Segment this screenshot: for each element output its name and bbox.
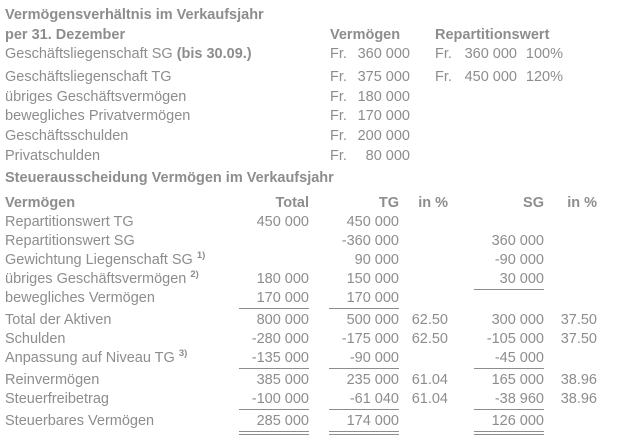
table-row	[0, 412, 619, 432]
sg-value: 300 000	[491, 311, 544, 328]
repartitionswert-cell	[435, 88, 517, 108]
sg-percent-value	[544, 251, 597, 270]
table-row	[0, 232, 619, 251]
tg-value: 170 000	[309, 289, 399, 309]
header-vermoegen: Vermögen	[330, 27, 401, 43]
header-repartitionswert: Repartitionswert	[435, 27, 550, 43]
header-sg: SG	[523, 194, 544, 211]
repartitionswert-cell	[435, 68, 517, 88]
header-total: Total	[275, 194, 309, 211]
spacer	[410, 88, 435, 108]
row-label: übriges Geschäftsvermögen	[5, 88, 187, 105]
table-row	[0, 88, 619, 108]
tg-value: -175 000	[341, 330, 399, 347]
currency-prefix: Fr.	[330, 88, 347, 105]
total-value: -135 000	[237, 349, 309, 369]
table-row	[0, 107, 619, 127]
row-label: übriges Geschäftsvermögen $^{2)}$	[5, 268, 199, 287]
vermoegen-cell	[330, 147, 410, 167]
sg-percent-value	[544, 270, 597, 289]
header-tg: TG	[378, 194, 399, 211]
tg-percent-value: 61.04	[411, 371, 448, 388]
sg-value	[448, 289, 544, 309]
tg-percent-value	[399, 232, 448, 251]
table-row	[0, 68, 619, 88]
vermoegen-value: 360 000	[357, 46, 410, 62]
table-row	[0, 330, 619, 349]
row-label: Schulden	[5, 330, 66, 347]
sg-percent-value	[544, 232, 597, 251]
total-value: 450 000	[256, 213, 309, 230]
sg-percent-value	[544, 213, 597, 232]
table-row	[0, 311, 619, 330]
footnote-marker: 1)	[196, 249, 206, 261]
sg-percent-value: 38.96	[560, 390, 597, 407]
sg-percent-value	[544, 412, 597, 432]
header-tg-percent: in %	[418, 194, 448, 211]
tg-value: 450 000	[346, 213, 399, 230]
vermoegen-cell	[330, 88, 410, 108]
table-row	[0, 45, 619, 65]
row-label: Anpassung auf Niveau TG $^{3)}$	[5, 347, 188, 366]
tg-percent-value	[399, 412, 448, 432]
total-value: 800 000	[256, 311, 309, 328]
percent-value	[517, 127, 563, 147]
sg-percent-value	[544, 289, 597, 309]
header-vermoegen: Vermögen	[5, 194, 76, 211]
row-label: Gewichtung Liegenschaft SG $^{1)}$	[5, 249, 206, 268]
sg-value: 360 000	[491, 232, 544, 249]
section2-title: Steuerausscheidung Vermögen im Verkaufsjahr	[5, 169, 334, 186]
header-sg-percent: in %	[567, 194, 597, 211]
table-row	[0, 390, 619, 410]
sg-value: 30 000	[499, 270, 544, 287]
spacer	[410, 107, 435, 127]
total-value: 180 000	[256, 270, 309, 287]
repartitionswert-value: 450 000	[464, 68, 517, 85]
total-value	[237, 251, 309, 270]
sg-value: 165 000	[491, 371, 544, 388]
sg-percent-value	[544, 349, 597, 369]
percent-value	[517, 107, 563, 127]
vermoegen-cell	[330, 45, 410, 65]
repartitionswert-cell	[435, 147, 517, 167]
percent-value: 100%	[525, 46, 563, 62]
tg-percent-value	[399, 289, 448, 309]
percent-value	[517, 88, 563, 108]
tg-percent-value	[399, 251, 448, 270]
repartitionswert-cell	[435, 127, 517, 147]
table-row	[0, 213, 619, 232]
tg-percent-value	[399, 349, 448, 369]
tg-value: 235 000	[346, 371, 399, 388]
sg-value: 126 000	[448, 412, 544, 432]
percent-value: 120%	[525, 68, 563, 85]
row-label: bewegliches Vermögen	[5, 289, 155, 306]
spacer	[410, 68, 435, 88]
footnote-marker: 2)	[190, 268, 199, 280]
total-value: -100 000	[237, 390, 309, 410]
row-label: Steuerfreibetrag	[5, 390, 109, 407]
sg-percent-value: 37.50	[560, 311, 597, 328]
row-label: Total der Aktiven	[5, 311, 112, 328]
footnote-marker: 3)	[178, 347, 188, 359]
repartitionswert-value: 360 000	[464, 46, 517, 62]
row-label-bold: (bis 30.09.)	[176, 46, 252, 62]
total-value	[237, 232, 309, 251]
row-label: Steuerbares Vermögen	[5, 412, 155, 429]
repartitionswert-cell	[435, 45, 517, 65]
tg-percent-value	[399, 270, 448, 289]
tg-percent-value: 61.04	[411, 390, 448, 407]
section2-header-row	[0, 194, 619, 213]
sg-value: -105 000	[486, 330, 544, 347]
currency-prefix: Fr.	[330, 128, 347, 145]
table-row	[0, 251, 619, 270]
currency-prefix: Fr.	[330, 46, 347, 62]
section-steuerausscheidung	[0, 168, 619, 432]
section-vermoegensverhaeltnis	[0, 0, 619, 167]
currency-prefix: Fr.	[330, 147, 347, 164]
spacer	[410, 147, 435, 167]
spacer	[410, 127, 435, 147]
vermoegen-value: 375 000	[357, 68, 410, 85]
percent-value	[517, 147, 563, 167]
spacer	[410, 45, 435, 65]
tg-percent-value: 62.50	[411, 311, 448, 328]
vermoegen-cell	[330, 107, 410, 127]
row-label: Privatschulden	[5, 147, 101, 164]
tg-value: -90 000	[309, 349, 399, 369]
sg-percent-value: 38.96	[560, 371, 597, 388]
currency-prefix: Fr.	[435, 68, 452, 85]
tg-value: 90 000	[354, 251, 399, 268]
total-value: 285 000	[237, 412, 309, 432]
repartitionswert-cell	[435, 107, 517, 127]
row-label: Reinvermögen	[5, 371, 100, 388]
vermoegen-value: 170 000	[357, 108, 410, 125]
sg-percent-value: 37.50	[560, 330, 597, 347]
sg-value: -90 000	[494, 251, 544, 268]
tg-value: -61 040	[309, 390, 399, 410]
sg-value	[448, 213, 544, 232]
tg-value: 174 000	[309, 412, 399, 432]
table-row	[0, 147, 619, 167]
table-row	[0, 127, 619, 147]
sg-value: -38 960	[448, 390, 544, 410]
vermoegen-value: 180 000	[357, 88, 410, 105]
tg-value: -360 000	[341, 232, 399, 249]
vermoegen-value: 80 000	[365, 147, 410, 164]
section1-subtitle: per 31. Dezember	[5, 27, 126, 43]
row-label: Geschäftsliegenschaft SG (bis 30.09.)	[5, 46, 252, 62]
tg-percent-value: 62.50	[411, 330, 448, 347]
row-label: Repartitionswert TG	[5, 213, 134, 230]
row-label: Repartitionswert SG	[5, 232, 135, 249]
vermoegen-cell	[330, 127, 410, 147]
sg-value: -45 000	[448, 349, 544, 369]
row-label: bewegliches Privatvermögen	[5, 108, 191, 125]
total-value: -280 000	[251, 330, 309, 347]
currency-prefix: Fr.	[435, 46, 452, 62]
tg-value: 500 000	[346, 311, 399, 328]
section1-header-row	[0, 25, 619, 45]
table-row	[0, 371, 619, 390]
table-row	[0, 289, 619, 309]
currency-prefix: Fr.	[330, 68, 347, 85]
total-value: 385 000	[256, 371, 309, 388]
vermoegen-value: 200 000	[357, 128, 410, 145]
tg-value: 150 000	[346, 270, 399, 287]
section1-title: Vermögensverhältnis im Verkaufsjahr	[5, 7, 264, 23]
vermoegen-cell	[330, 68, 410, 88]
tg-percent-value	[399, 213, 448, 232]
row-label: Geschäftsschulden	[5, 128, 129, 145]
table-row	[0, 349, 619, 369]
table-row	[0, 270, 619, 289]
row-label: Geschäftsliegenschaft TG	[5, 68, 172, 85]
total-value: 170 000	[237, 289, 309, 309]
currency-prefix: Fr.	[330, 108, 347, 125]
